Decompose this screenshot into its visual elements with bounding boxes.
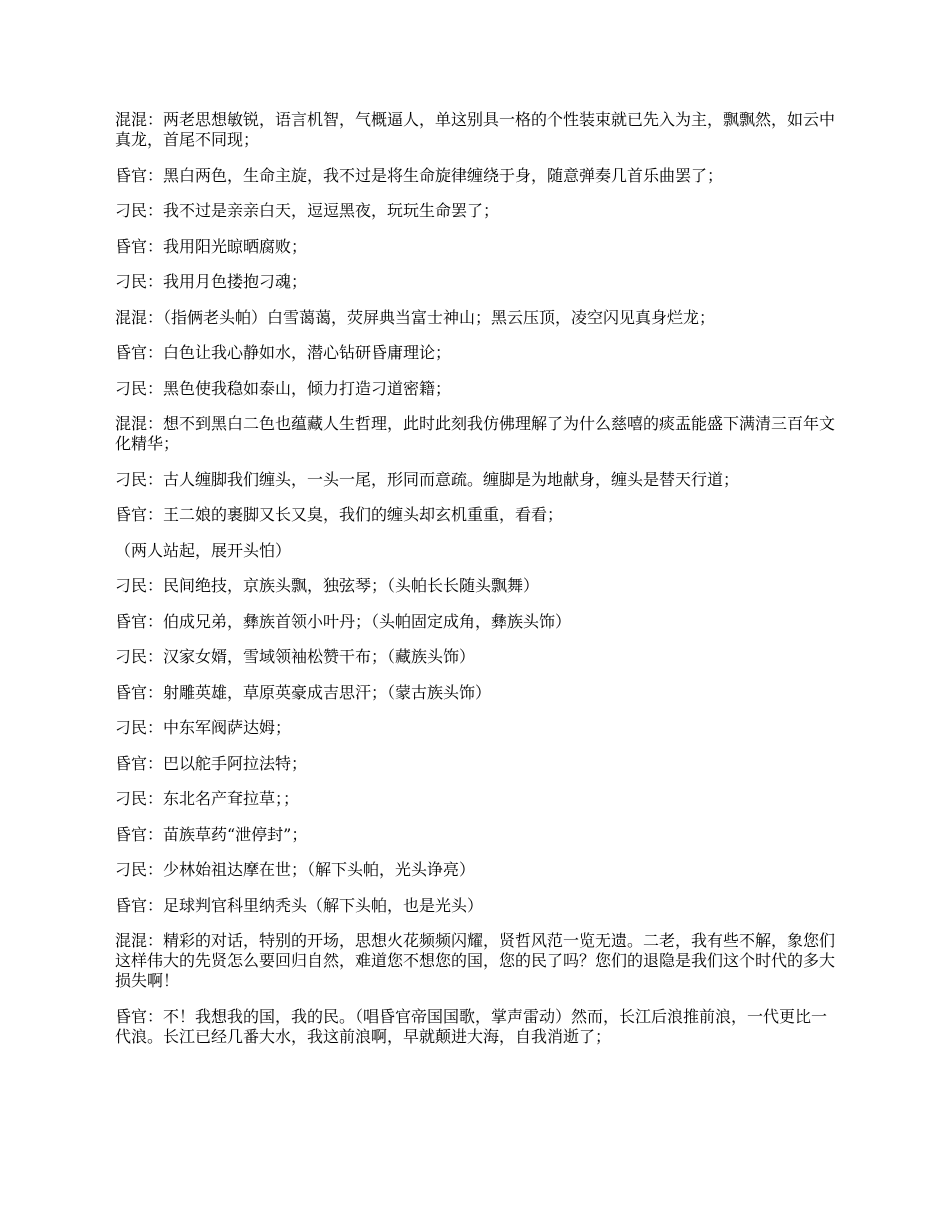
document-page: [115, 110, 840, 1062]
dialogue-line-23: 混混：精彩的对话，特别的开场，思想火花频频闪耀，贤哲风范一览无遗。二老，我有些不解，象您们这样伟大的先贤怎么要回归自然，难道您不想您的国，您的民了吗？您们的退隐是我们这个时代的多大损失啊！: [115, 931, 836, 990]
dialogue-line-3: 刁民：我不过是亲亲白天，逗逗黑夜，玩玩生命罢了；: [115, 201, 500, 220]
dialogue-line-20: 昏官：苗族草药“泄停封”；: [115, 824, 308, 844]
dialogue-line-8: 刁民：黑色使我稳如泰山，倾力打造刁道密籍；: [115, 378, 452, 398]
dialogue-line-6: 混混：（指俩老头帕）白雪蔼蔼，荧屏典当富士神山；黑云压顶，凌空闪见真身烂龙；: [115, 307, 716, 327]
stage-direction: （两人站起，展开头怕）: [115, 540, 292, 560]
dialogue-line-22: 昏官：足球判官科里纳秃头（解下头帕，也是光头）: [115, 895, 484, 915]
dialogue-line-21: 刁民：少林始祖达摩在世；（解下头帕，光头诤亮）: [115, 860, 476, 879]
dialogue-line-18: 昏官：巴以舵手阿拉法特；: [115, 753, 308, 773]
dialogue-line-15: 刁民：汉家女婿，雪域领袖松赞干布；（藏族头饰）: [115, 647, 476, 666]
dialogue-line-14: 昏官：伯成兄弟，彝族首领小叶丹；（头帕固定成角，彝族头饰）: [115, 611, 572, 631]
dialogue-line-11: 昏官：王二娘的裹脚又长又臭，我们的缠头却玄机重重，看看；: [115, 505, 564, 524]
dialogue-line-16: 昏官：射雕英雄，草原英豪成吉思汗；（蒙古族头饰）: [115, 682, 492, 702]
dialogue-line-4: 昏官：我用阳光晾晒腐败；: [115, 236, 308, 256]
dialogue-line-24: 昏官：不！我想我的国，我的民。（唱昏官帝国国歌，掌声雷动）然而，长江后浪推前浪，一代更比一代浪。长江已经几番大水，我这前浪啊，早就颠进大海，自我消逝了；: [115, 1006, 828, 1046]
dialogue-line-13: 刁民：民间绝技，京族头飘，独弦琴；（头帕长长随头飘舞）: [115, 576, 540, 595]
dialogue-line-9: 混混：想不到黑白二色也蕴藏人生哲理，此时此刻我仿佛理解了为什么慈嘻的痰盂能盛下满清三百年文化精华；: [115, 414, 836, 453]
dialogue-line-7: 昏官：白色让我心静如水，潜心钻研昏庸理论；: [115, 343, 452, 362]
dialogue-line-10: 刁民：古人缠脚我们缠头，一头一尾，形同而意疏。缠脚是为地献身，缠头是替天行道；: [115, 469, 740, 489]
dialogue-line-19: 刁民：东北名产耷拉草；；: [115, 789, 300, 808]
dialogue-line-5: 刁民：我用月色搂抱刁魂；: [115, 272, 308, 291]
dialogue-line-17: 刁民：中东军阀萨达姆；: [115, 718, 292, 737]
dialogue-line-1: 混混：两老思想敏锐，语言机智，气概逼人，单这别具一格的个性装束就已先入为主，飘飘然，如云中真龙，首尾不同现；: [115, 110, 836, 149]
dialogue-line-2: 昏官：黑白两色，生命主旋，我不过是将生命旋律缠绕于身，随意弹奏几首乐曲罢了；: [115, 165, 724, 185]
